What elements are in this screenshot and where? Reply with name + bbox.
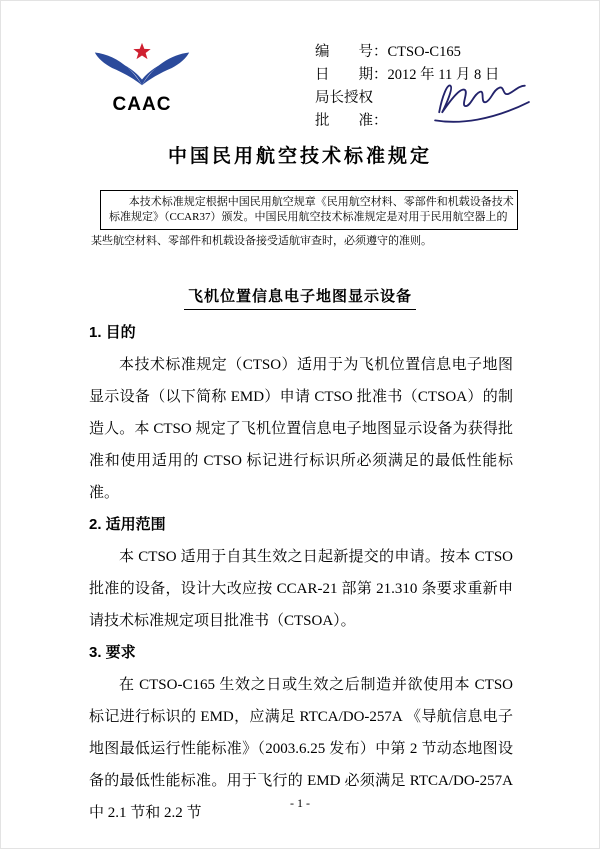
- caac-logo-text: CAAC: [112, 94, 172, 115]
- approval-label: 批 准：: [315, 113, 388, 129]
- caac-logo: [85, 41, 199, 116]
- section-applicability: [89, 509, 513, 637]
- section-3-body: 在 CTSO-C165 生效之日或生效之后制造并欲使用本 CTSO 标记进行标识的 EMD，应满足 RTCA/DO-257A 《导航信息电子地图最低运行性能标准》（2003.6.25 发布）中第 2 节动态地图设备的最低性能标准。用于飞行的 EMD 必须满足 RTCA/DO-257A 中 2.1 节和 2.2 节: [89, 677, 513, 821]
- doc-date-value: 2012 年 11 月 8 日: [387, 67, 500, 83]
- section-1-body: 本技术标准规定（CTSO）适用于为飞机位置信息电子地图显示设备（以下简称 EMD）申请 CTSO 批准书（CTSOA）的制造人。本 CTSO 规定了飞机位置信息电子地图显示设备为获得批准和使用适用的 CTSO 标记进行标识所必须满足的最低性能标准。: [89, 357, 513, 501]
- section-3-heading: 3. 要求: [89, 644, 136, 661]
- document-title: 中国民用航空技术标准规定: [167, 146, 432, 167]
- notice-box-line-2: 标准规定》（CCAR37）颁发。中国民用航空技术标准规定是对用于民用航空器上的: [109, 211, 508, 223]
- document-body: [89, 317, 513, 829]
- section-2-body: 本 CTSO 适用于自其生效之日起新提交的申请。按本 CTSO 批准的设备，设计大改应按 CCAR-21 部第 21.310 条要求重新申请技术标准规定项目批准书（CTSOA）。: [89, 549, 513, 629]
- section-1-heading: 1. 目的: [89, 324, 136, 341]
- section-purpose: [89, 317, 513, 509]
- notice-continuation: 某些航空材料、零部件和机载设备接受适航审查时，必须遵守的准则。: [91, 235, 432, 247]
- section-2-heading: 2. 适用范围: [89, 516, 166, 533]
- authorization-label: 局长授权: [315, 90, 373, 106]
- subject-title: 飞机位置信息电子地图显示设备: [184, 285, 416, 310]
- notice-box-line-1: 本技术标准规定根据中国民用航空规章《民用航空材料、零部件和机载设备技术: [128, 196, 514, 208]
- doc-number-label: 编 号：: [315, 44, 388, 60]
- subject-title-wrap: [1, 285, 599, 310]
- doc-number-row: [315, 41, 499, 64]
- caac-emblem-icon: [90, 41, 194, 93]
- doc-date-label: 日 期：: [315, 67, 388, 83]
- signature: [429, 73, 535, 129]
- doc-number-value: CTSO-C165: [387, 44, 461, 60]
- page-number: - 1 -: [290, 796, 310, 810]
- notice-box: [100, 190, 518, 230]
